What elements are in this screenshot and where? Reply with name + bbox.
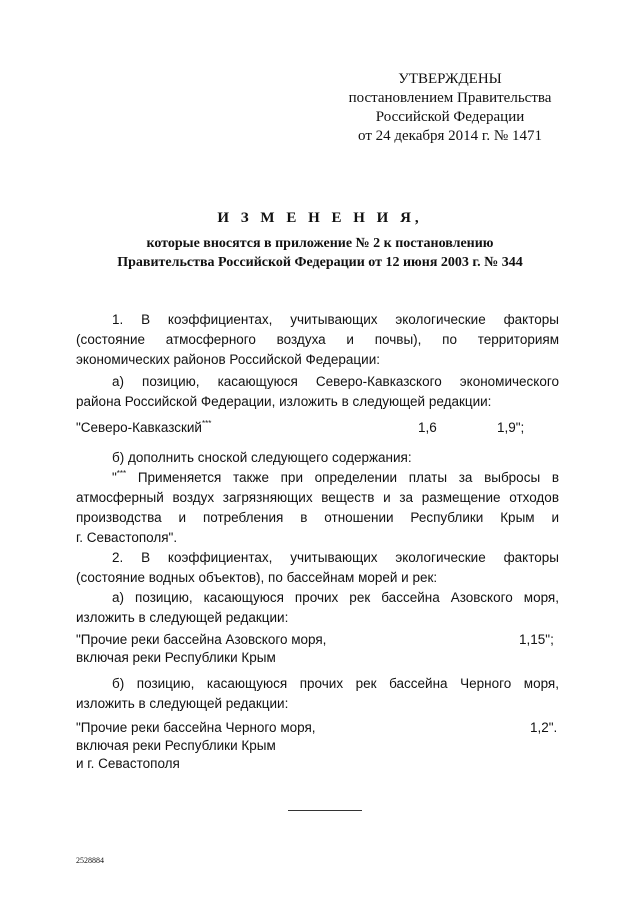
footnote-line: "*** Применяется также при определении платы за выбросы в	[112, 469, 559, 485]
paragraph-line: 2. В коэффициентах, учитывающих экологические факторы	[112, 550, 559, 565]
paragraph-line: экономических районов Российской Федерации:	[76, 352, 380, 367]
paragraph-line: 1. В коэффициентах, учитывающих экологические факторы	[112, 312, 559, 327]
paragraph-line: а) позицию, касающуюся прочих рек бассейна Азовского моря,	[112, 590, 559, 605]
subtitle-line: которые вносятся в приложение № 2 к постановлению	[146, 236, 494, 251]
document-subtitle	[0, 234, 640, 272]
approval-line: постановлением Правительства	[348, 90, 552, 106]
subtitle-line: Правительства Российской Федерации от 12 июня 2003 г. № 344	[117, 255, 523, 270]
table-row-name: "Прочие реки бассейна Азовского моря,	[76, 632, 327, 647]
approval-stamp	[330, 70, 570, 146]
paragraph-line: района Российской Федерации, изложить в следующей редакции:	[76, 394, 492, 409]
approval-date: от 24 декабря 2014 г. № 1471	[358, 128, 542, 144]
closing-rule	[288, 810, 362, 811]
paragraph-line: изложить в следующей редакции:	[76, 610, 289, 625]
footnote-line: производства и потребления в отношении Республики Крым и	[76, 510, 559, 525]
paragraph-line: а) позицию, касающуюся Северо-Кавказского экономического	[112, 374, 559, 389]
footnote-open: "***	[112, 469, 127, 485]
paragraph-line: (состояние водных объектов), по бассейнам морей и рек:	[76, 570, 438, 585]
table-row-name: включая реки Республики Крым	[76, 738, 276, 753]
paragraph-line: б) дополнить сноской следующего содержания:	[112, 450, 412, 465]
table-row-name: "Прочие реки бассейна Черного моря,	[76, 720, 316, 735]
paragraph-line: (состояние атмосферного воздуха и почвы), по территориям	[76, 332, 559, 347]
approval-line: Российской Федерации	[375, 109, 525, 125]
footnote-marker: ***	[116, 469, 127, 478]
table-row-name: и г. Севастополя	[76, 756, 180, 771]
table-row-name: включая реки Республики Крым	[76, 650, 276, 665]
table-value: 1,6	[418, 420, 437, 435]
footnote-line: г. Севастополя".	[76, 530, 178, 545]
paragraph-line: б) позицию, касающуюся прочих рек бассейна Черного моря,	[112, 676, 559, 691]
table-row-name: "Северо-Кавказский***	[76, 419, 212, 435]
table-value: 1,2".	[530, 720, 558, 735]
footnote-line: атмосферный воздух загрязняющих веществ и за размещение отходов	[76, 490, 559, 505]
table-value: 1,9";	[497, 420, 525, 435]
paragraph-line: изложить в следующей редакции:	[76, 696, 289, 711]
approval-title: УТВЕРЖДЕНЫ	[398, 71, 502, 87]
table-value: 1,15";	[519, 632, 554, 647]
document-code: 2528884	[76, 856, 104, 865]
document-title: И З М Е Н Е Н И Я,	[217, 210, 423, 226]
footnote-marker: ***	[201, 419, 212, 428]
